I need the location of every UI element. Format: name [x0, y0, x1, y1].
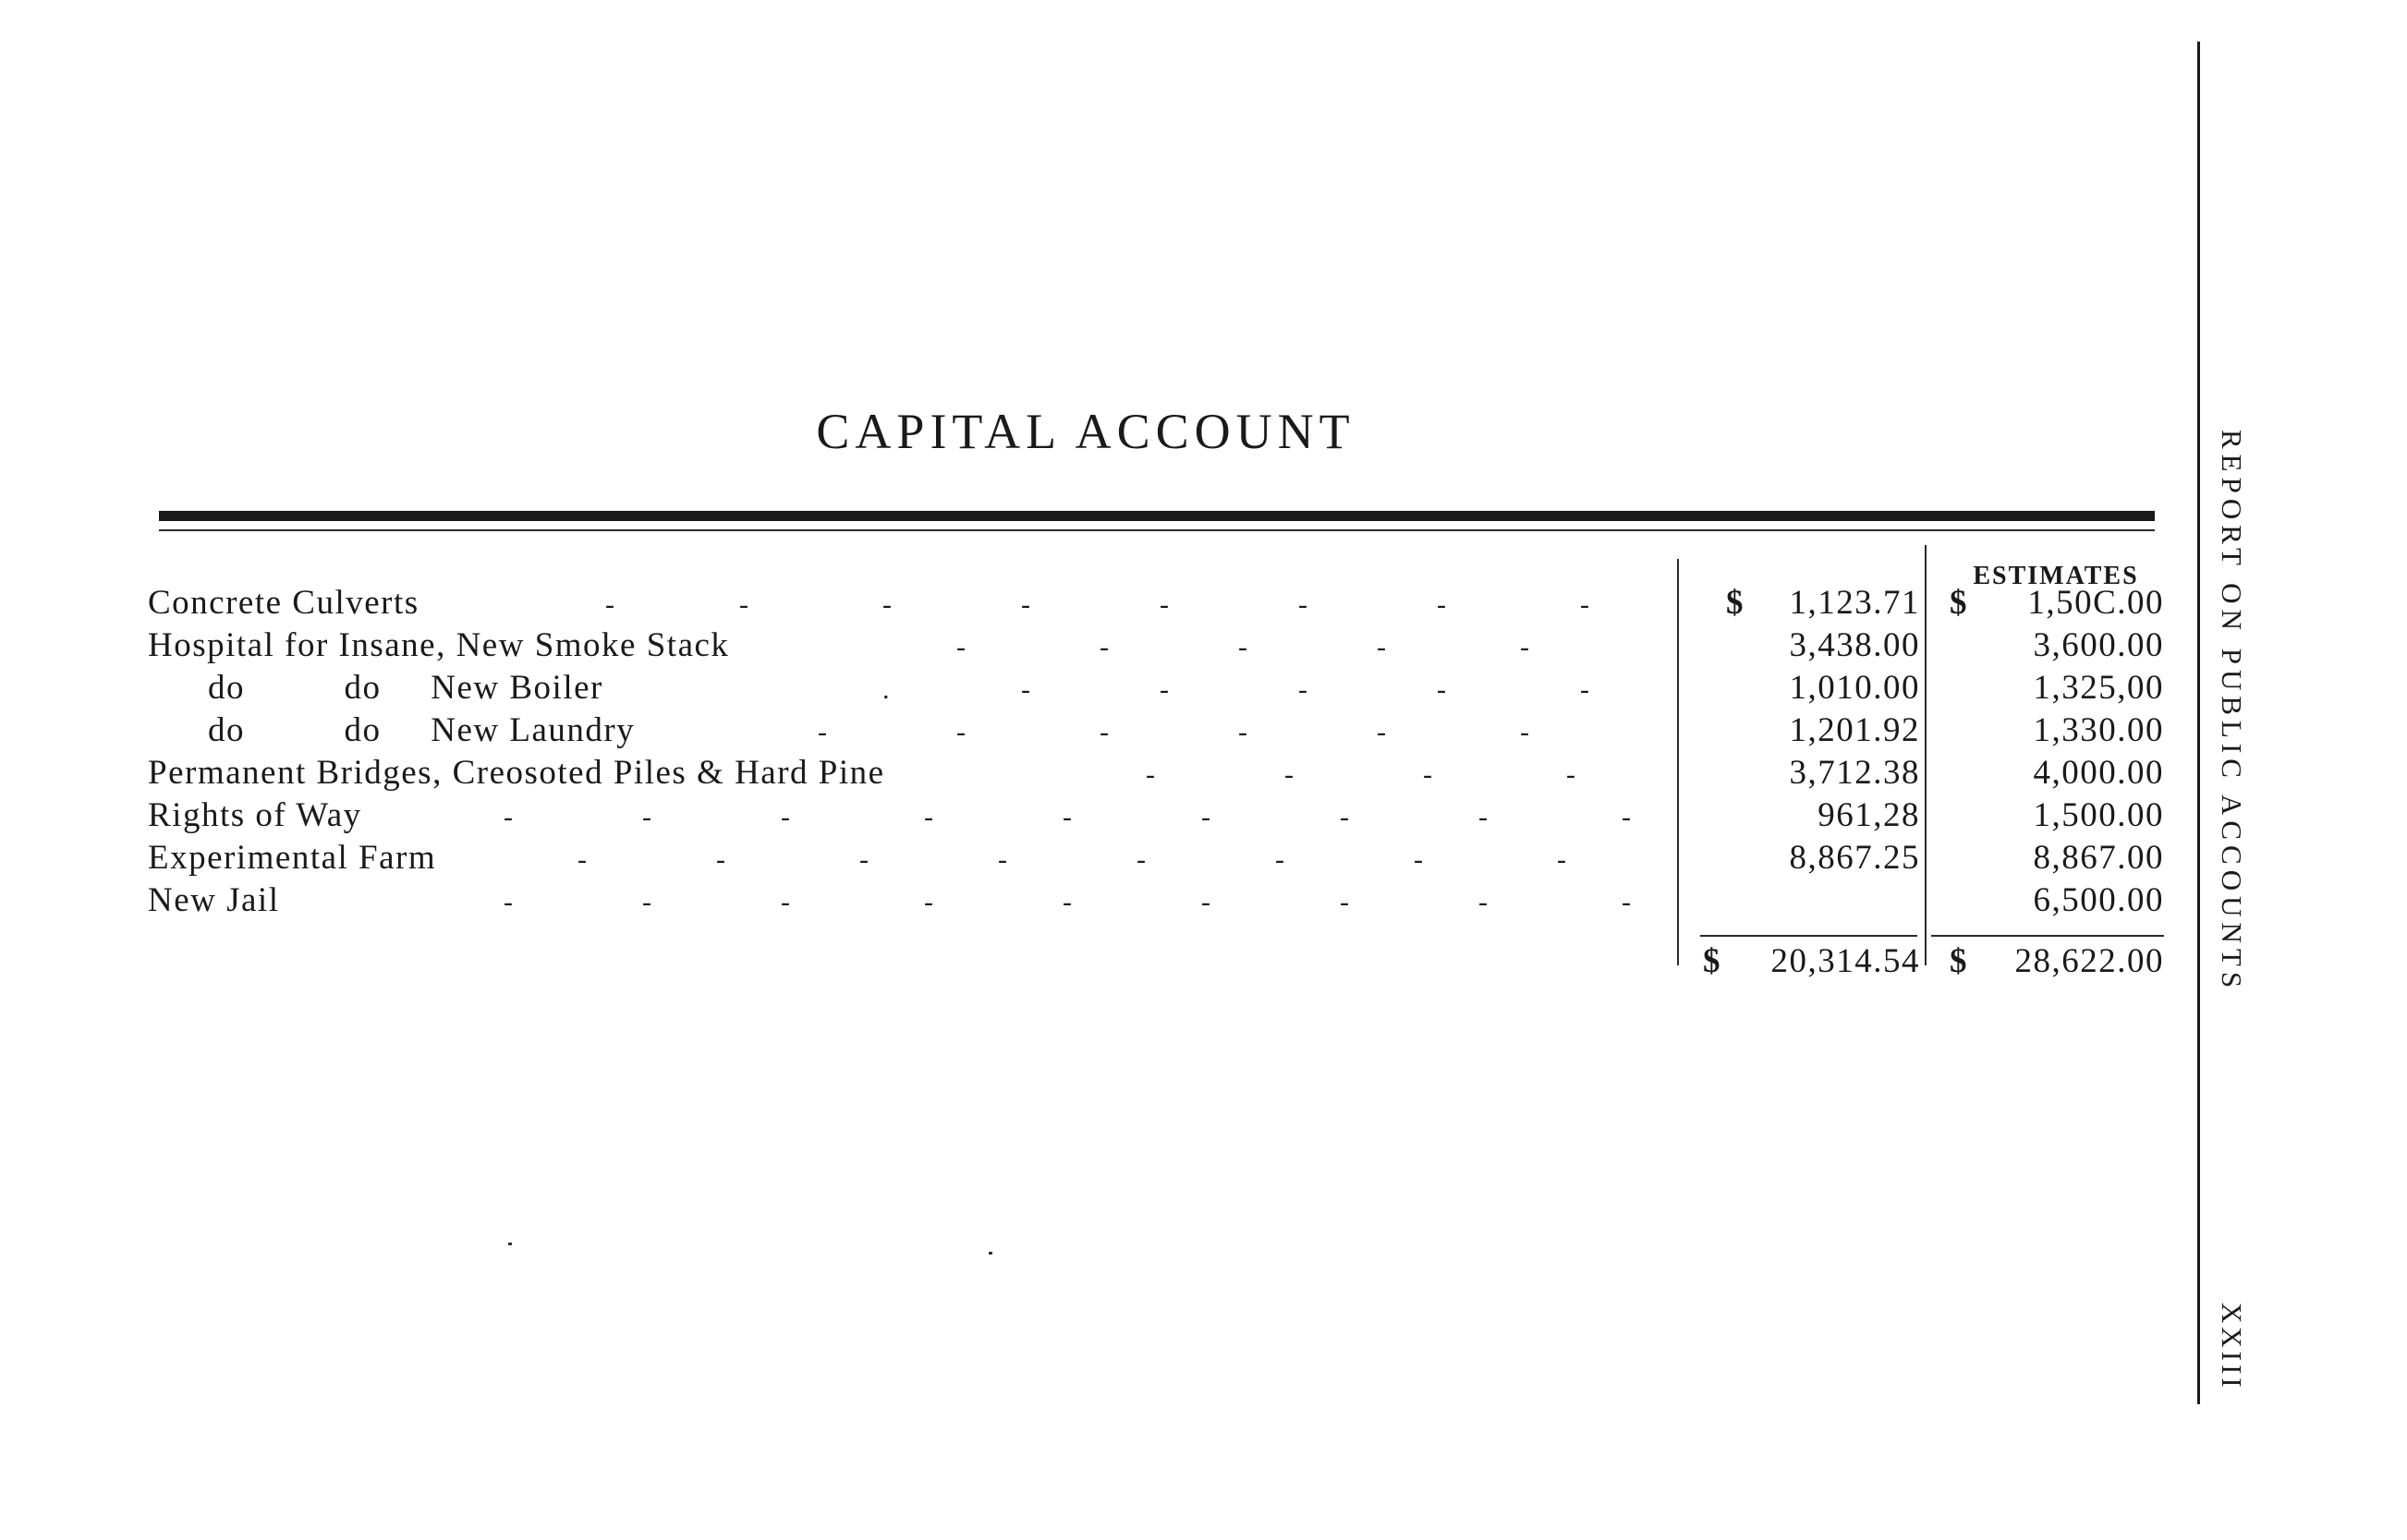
- row-label: Hospital for Insane, New Smoke Stack: [148, 626, 730, 664]
- table-row: do do New Laundry - - - - - - 1,201.92 1,330.00: [0, 709, 2407, 752]
- row-label: New Jail: [148, 881, 280, 919]
- amount-cell: 961,28: [1817, 796, 1920, 834]
- table-row: Rights of Way - - - - - - - - - 961,28 1,500.00: [0, 794, 2407, 837]
- row-label: Concrete Culverts: [148, 584, 419, 622]
- currency-symbol: $: [1950, 942, 1968, 980]
- estimate-cell: 6,500.00: [2033, 881, 2164, 919]
- table-row: Permanent Bridges, Creosoted Piles & Hard Pine - - - - 3,712.38 4,000.00: [0, 752, 2407, 794]
- row-label: Rights of Way: [148, 796, 362, 834]
- total-estimate: 28,622.00: [2014, 942, 2164, 980]
- table-row: New Jail - - - - - - - - - 6,500.00: [0, 879, 2407, 922]
- estimate-cell: 8,867.00: [2033, 839, 2164, 877]
- total-rule-estimate: [1931, 935, 2164, 937]
- amount-cell: 3,712.38: [1789, 754, 1920, 792]
- estimate-cell: 1,330.00: [2033, 711, 2164, 749]
- title-rule-thick: [159, 511, 2155, 521]
- row-label: do do New Laundry: [208, 711, 636, 749]
- currency-symbol: $: [1703, 942, 1721, 980]
- running-header: REPORT ON PUBLIC ACCOUNTS: [2216, 430, 2248, 994]
- title-rule-thin: [159, 529, 2155, 531]
- estimate-cell: 4,000.00: [2033, 754, 2164, 792]
- estimate-cell: 3,600.00: [2033, 626, 2164, 664]
- currency-symbol: $: [1726, 584, 1744, 622]
- margin-rule: [2197, 42, 2200, 1404]
- row-label: do do New Boiler: [208, 669, 603, 707]
- amount-cell: 8,867.25: [1789, 839, 1920, 877]
- estimate-cell: 1,500.00: [2033, 796, 2164, 834]
- amount-cell: 1,010.00: [1789, 669, 1920, 707]
- row-label: Permanent Bridges, Creosoted Piles & Hard Pine: [148, 754, 885, 792]
- page-title: CAPITAL ACCOUNT: [816, 404, 1355, 459]
- amount-cell: 3,438.00: [1789, 626, 1920, 664]
- estimate-cell: 1,325,00: [2033, 669, 2164, 707]
- print-speck: [989, 1252, 992, 1255]
- table-row: Concrete Culverts - - - - - - - - $ 1,123.71 $ 1,50C.00: [0, 582, 2407, 624]
- row-label: Experimental Farm: [148, 839, 437, 877]
- table-row: Experimental Farm - - - - - - - - 8,867.25 8,867.00: [0, 837, 2407, 879]
- print-speck: [508, 1243, 512, 1245]
- page-number: XXIII: [2216, 1303, 2248, 1391]
- total-rule-amount: [1700, 935, 1917, 937]
- total-amount: 20,314.54: [1770, 942, 1920, 980]
- table-row: do do New Boiler . - - - - - 1,010.00 1,325,00: [0, 667, 2407, 709]
- amount-cell: 1,201.92: [1789, 711, 1920, 749]
- table-row: Hospital for Insane, New Smoke Stack - - - - - 3,438.00 3,600.00: [0, 624, 2407, 667]
- totals-row: [0, 940, 2407, 983]
- currency-symbol: $: [1950, 584, 1968, 622]
- amount-cell: 1,123.71: [1789, 584, 1920, 622]
- estimates-header: ESTIMATES: [1973, 562, 2139, 590]
- estimate-cell: 1,50C.00: [2027, 584, 2164, 622]
